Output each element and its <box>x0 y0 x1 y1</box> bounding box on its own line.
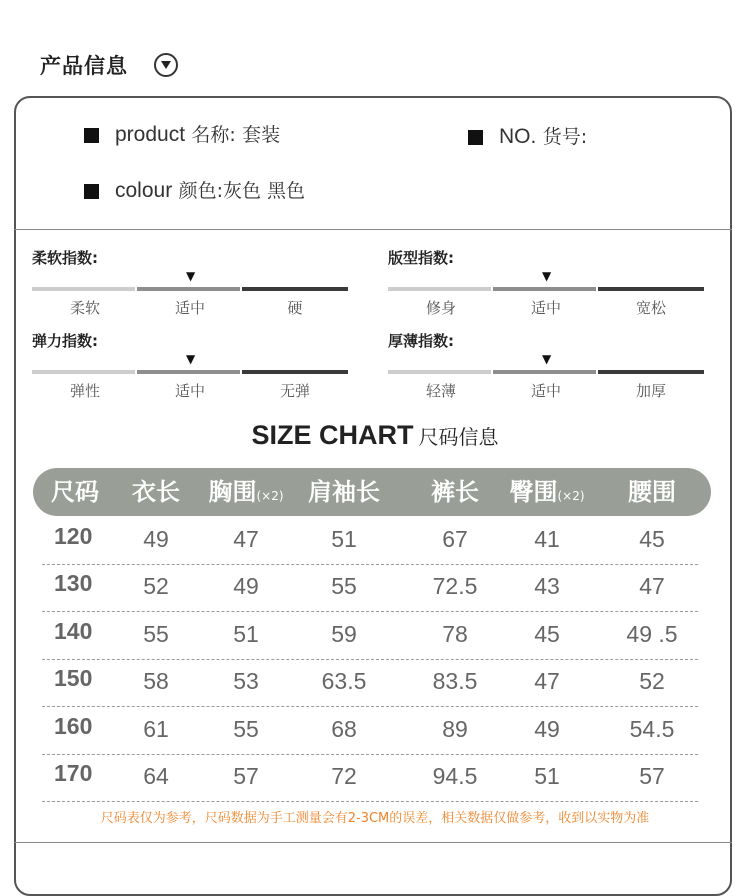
scale-label: 适中 <box>530 299 561 317</box>
column-header-suffix: (×2) <box>557 489 585 503</box>
divider <box>14 842 732 843</box>
column-header <box>602 468 702 516</box>
index-title: 弹力指数: <box>32 332 98 350</box>
scale-segment <box>242 370 348 374</box>
colour-row <box>84 176 305 203</box>
table-cell: 45 <box>534 620 560 647</box>
product-name-row <box>84 120 280 147</box>
table-cell: 57 <box>639 763 665 789</box>
no-label-zh: 货号: <box>542 126 588 148</box>
scale-segment <box>32 287 135 291</box>
size-cell: 160 <box>54 712 93 739</box>
scale-label: 适中 <box>174 299 205 317</box>
square-bullet-icon <box>84 184 99 199</box>
scale-label: 宽松 <box>635 299 666 317</box>
size-table-header <box>33 468 711 516</box>
table-cell: 51 <box>534 763 560 789</box>
table-cell: 53 <box>233 668 259 695</box>
triangle-marker-icon: ▼ <box>542 352 552 366</box>
table-cell: 55 <box>331 573 357 600</box>
table-row <box>42 565 698 612</box>
table-cell: 47 <box>534 668 560 695</box>
table-cell: 55 <box>233 715 259 742</box>
table-cell: 78 <box>442 620 468 647</box>
size-chart-title-zh: 尺码信息 <box>418 425 499 449</box>
scale-segment <box>598 370 704 374</box>
scale-label: 柔软 <box>69 299 100 317</box>
index-title: 厚薄指数: <box>388 332 454 350</box>
column-header-label: 肩袖长 <box>308 478 380 506</box>
table-cell: 49 <box>233 573 259 600</box>
table-cell: 49 <box>534 715 560 742</box>
colour-label: colour <box>115 179 173 202</box>
table-cell: 47 <box>233 526 259 552</box>
column-header-label: 胸围 <box>208 478 257 506</box>
table-cell: 51 <box>233 620 259 647</box>
scale-label: 适中 <box>530 382 561 400</box>
table-cell: 49 <box>143 526 169 552</box>
triangle-marker-icon: ▼ <box>186 269 196 283</box>
size-cell: 130 <box>54 570 93 597</box>
table-cell: 49 .5 <box>626 620 678 647</box>
scale-segment <box>493 370 596 374</box>
table-row <box>42 755 698 802</box>
scale-label: 适中 <box>174 382 205 400</box>
square-bullet-icon <box>84 128 99 143</box>
scale-label: 弹性 <box>69 382 100 400</box>
scale-segment <box>137 370 240 374</box>
table-cell: 55 <box>143 620 169 647</box>
table-cell: 94.5 <box>432 763 478 789</box>
table-cell: 51 <box>331 526 357 552</box>
product-value: 套装 <box>242 124 281 146</box>
scale-label: 无弹 <box>279 382 310 400</box>
table-cell: 54.5 <box>629 715 675 742</box>
size-chart-title <box>0 420 750 451</box>
row-divider <box>42 801 698 802</box>
scale-label: 修身 <box>425 299 456 317</box>
scale-segment <box>388 370 491 374</box>
table-cell: 67 <box>442 526 468 552</box>
scale-segment <box>598 287 704 291</box>
table-cell: 63.5 <box>321 668 367 695</box>
no-label: NO. <box>499 125 537 148</box>
scale-segment <box>493 287 596 291</box>
scale-label: 硬 <box>287 299 303 317</box>
column-header-suffix: (×2) <box>256 489 284 503</box>
table-row <box>42 660 698 707</box>
product-label: product <box>115 123 186 146</box>
column-header-label: 尺码 <box>51 478 99 506</box>
table-cell: 72.5 <box>432 573 478 600</box>
table-cell: 72 <box>331 763 357 789</box>
size-cell: 120 <box>54 523 93 549</box>
table-cell: 52 <box>143 573 169 600</box>
table-cell: 45 <box>639 526 665 552</box>
table-cell: 57 <box>233 763 259 789</box>
table-cell: 64 <box>143 763 169 789</box>
divider <box>14 229 732 230</box>
table-cell: 58 <box>143 668 169 695</box>
page-title: 产品信息 <box>40 54 128 78</box>
scale-segment <box>388 287 491 291</box>
column-header <box>186 468 306 516</box>
chevron-down-icon[interactable] <box>154 53 178 77</box>
scale-segment <box>242 287 348 291</box>
size-cell: 170 <box>54 760 93 786</box>
table-row <box>42 613 698 660</box>
scale-segment <box>137 287 240 291</box>
table-cell: 68 <box>331 715 357 742</box>
column-header <box>487 468 607 516</box>
scale-label: 轻薄 <box>425 382 456 400</box>
scale-label: 加厚 <box>635 382 666 400</box>
colour-value: 灰色 黑色 <box>222 180 306 202</box>
table-cell: 59 <box>331 620 357 647</box>
column-header <box>294 468 394 516</box>
triangle-marker-icon: ▼ <box>542 269 552 283</box>
size-chart-title-en: SIZE CHART <box>251 420 414 450</box>
index-title: 版型指数: <box>388 249 454 267</box>
colour-label-zh: 颜色: <box>178 180 223 202</box>
table-cell: 47 <box>639 573 665 600</box>
size-cell: 150 <box>54 665 93 692</box>
product-label-zh: 名称: <box>191 124 236 146</box>
column-header-label: 裤长 <box>431 478 479 506</box>
square-bullet-icon <box>468 130 483 145</box>
column-header-label: 腰围 <box>628 478 676 506</box>
column-header-label: 衣长 <box>132 478 180 506</box>
table-row <box>42 518 698 565</box>
size-cell: 140 <box>54 617 93 644</box>
table-cell: 61 <box>143 715 169 742</box>
table-cell: 41 <box>534 526 560 552</box>
scale-segment <box>32 370 135 374</box>
table-row <box>42 708 698 755</box>
column-header-label: 臀围 <box>509 478 558 506</box>
table-cell: 52 <box>639 668 665 695</box>
table-cell: 43 <box>534 573 560 600</box>
size-note: 尺码表仅为参考，尺码数据为手工测量会有2-3CM的误差，相关数据仅做参考，收到以实物为准 <box>100 811 650 826</box>
triangle-marker-icon: ▼ <box>186 352 196 366</box>
table-cell: 89 <box>442 715 468 742</box>
table-cell: 83.5 <box>432 668 478 695</box>
index-title: 柔软指数: <box>32 249 98 267</box>
product-no-row <box>468 122 587 149</box>
